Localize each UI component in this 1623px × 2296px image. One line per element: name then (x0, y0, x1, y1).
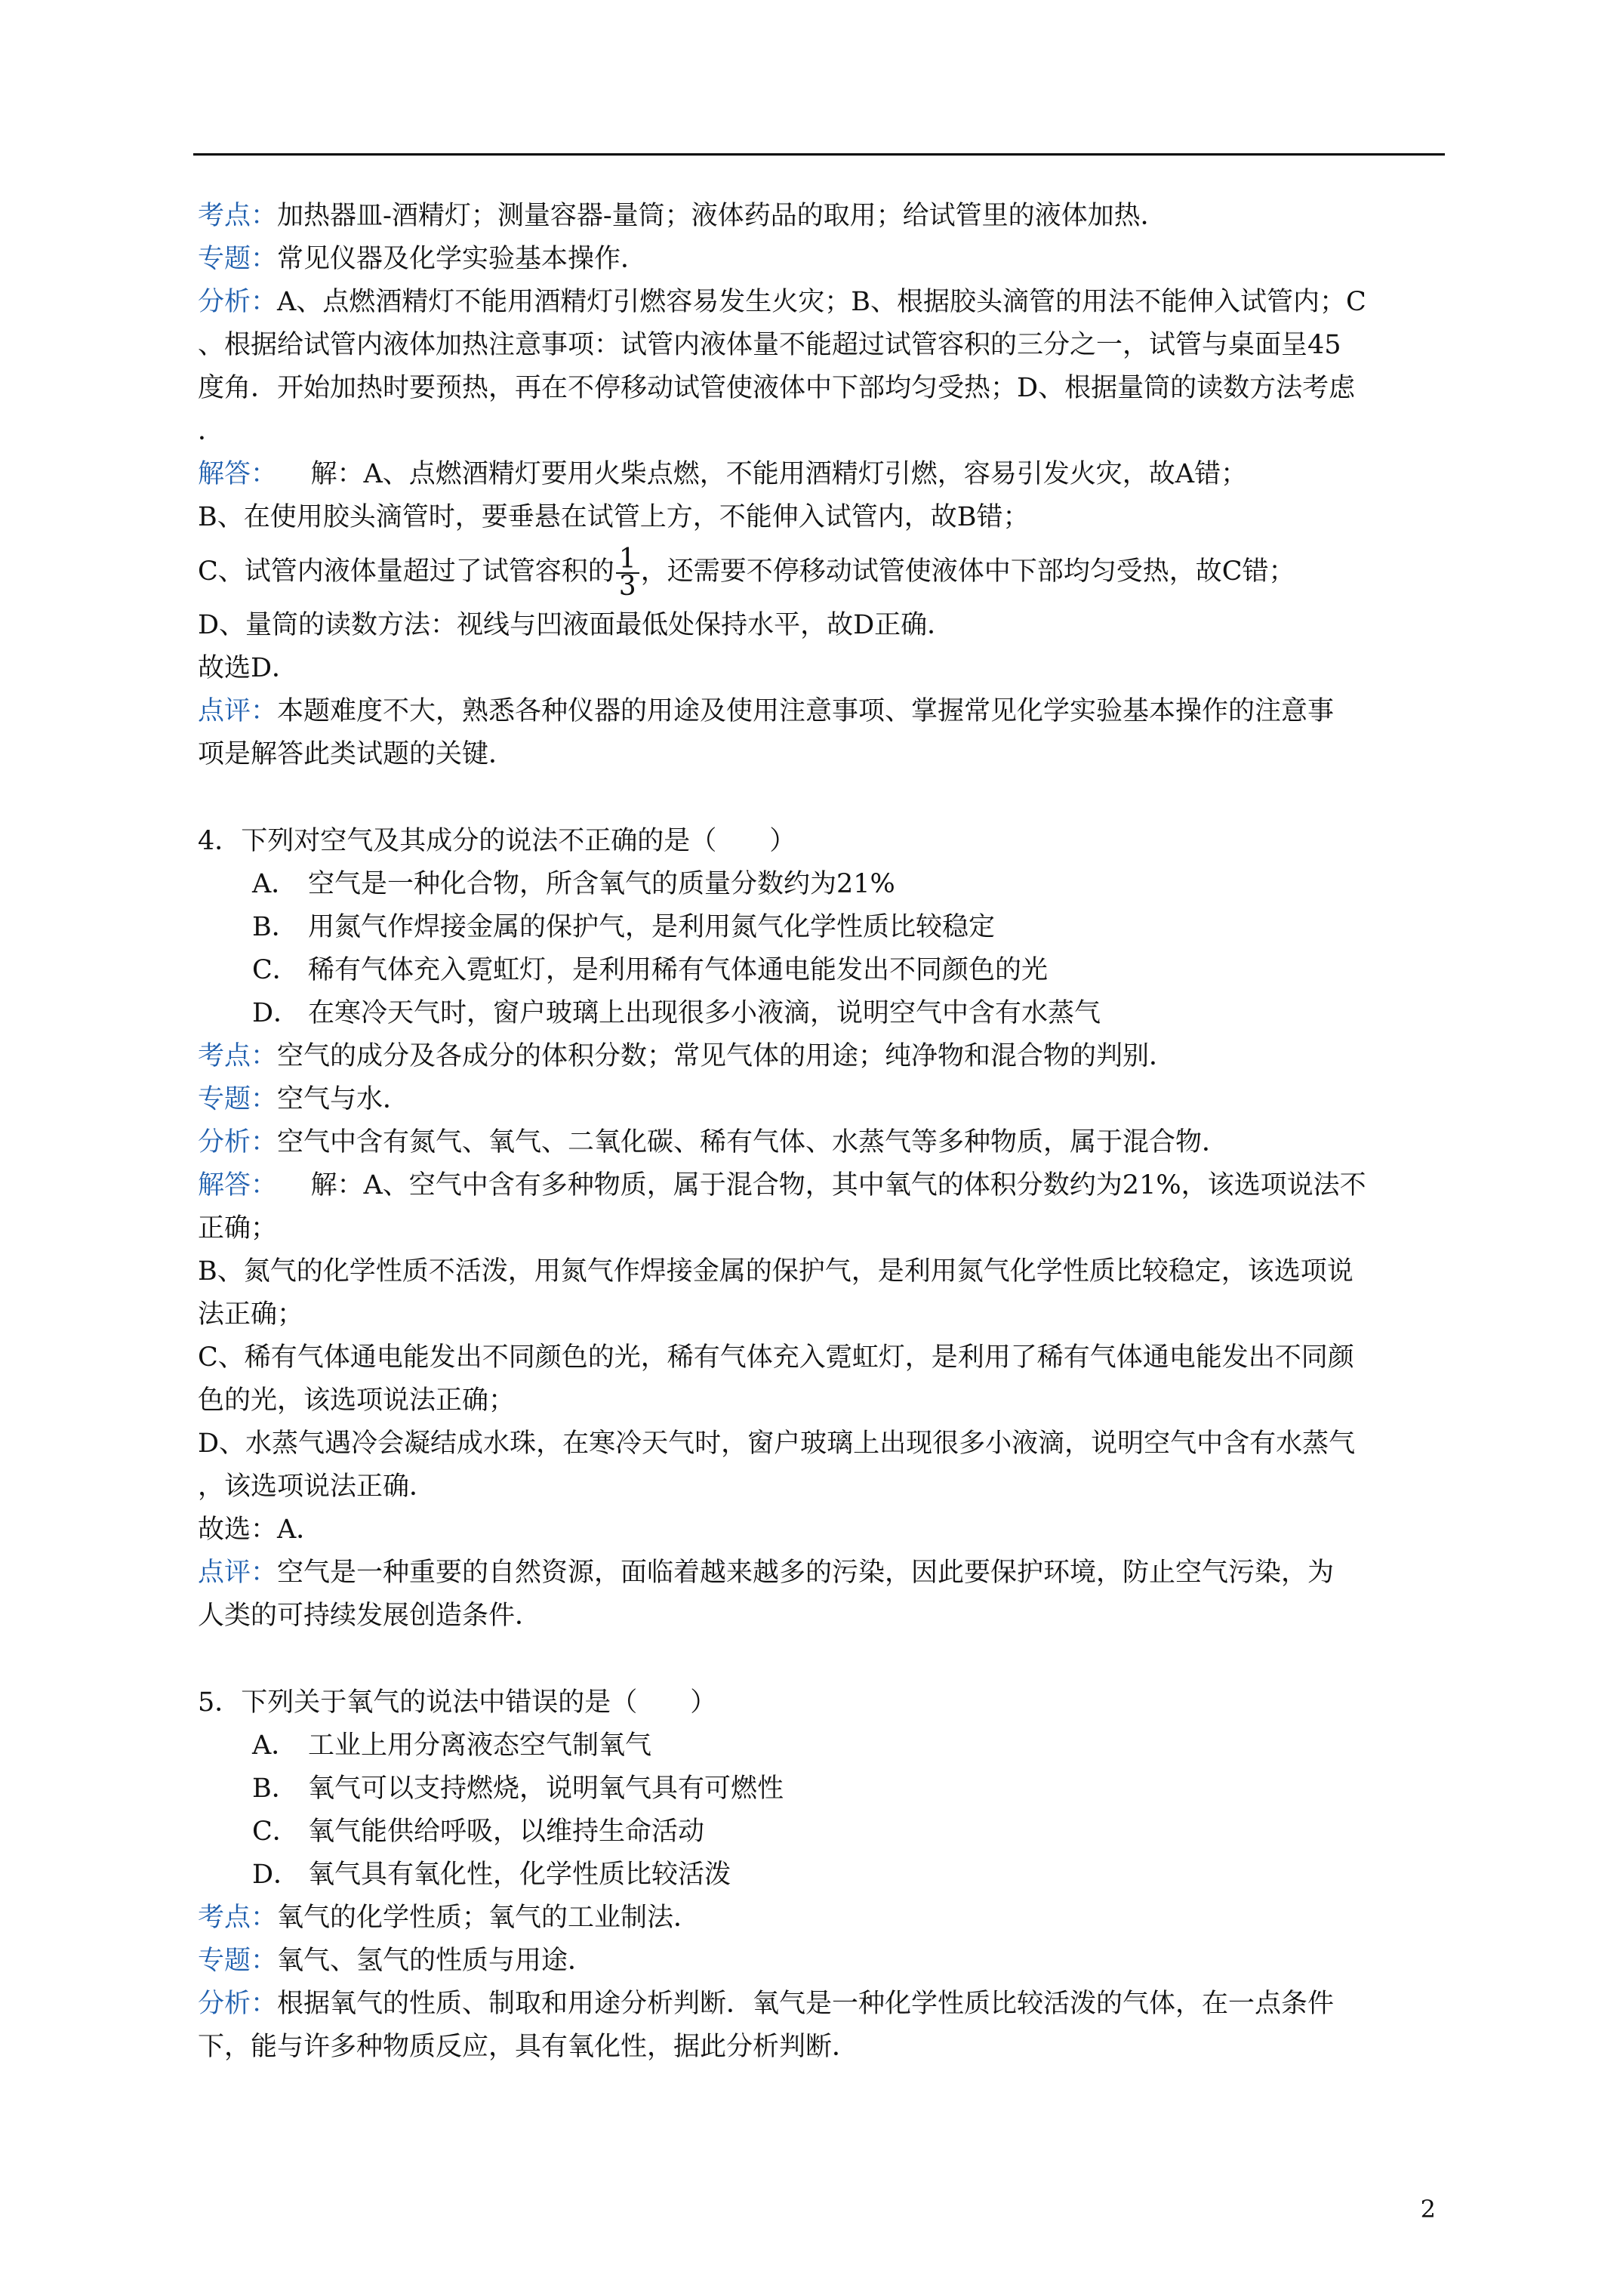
q5-option-b (198, 1767, 1443, 1811)
q3-select: 故选D． (198, 653, 299, 683)
section-gap (198, 1638, 1443, 1681)
q3-jieda-c (198, 539, 1443, 604)
option-key: A． (252, 1730, 298, 1761)
fraction-one-third (616, 543, 639, 602)
page-content (198, 195, 1443, 2069)
option-text: 空气是一种化合物，所含氧气的质量分数约为21% (308, 869, 895, 899)
q3-fenxi-line-4: ． (198, 416, 225, 446)
q5-option-a (198, 1724, 1443, 1767)
zhuanti-label: 专题： (198, 244, 278, 274)
fenxi-label: 分析： (198, 1989, 278, 2019)
q3-dianping (198, 690, 1443, 733)
jieda-label: 解答： (198, 1170, 278, 1200)
q3-dianping-line-1: 本题难度不大，熟悉各种仪器的用途及使用注意事项、掌握常见化学实验基本操作的注意事 (277, 696, 1335, 726)
option-key: C． (252, 1817, 299, 1847)
q4-jieda-line-5: 色的光，该选项说法正确； (198, 1385, 516, 1416)
q3-fenxi-line-2: 、根据给试管内液体加热注意事项：试管内液体量不能超过试管容积的三分之一，试管与桌面呈45 (198, 330, 1341, 360)
option-text: 在寒冷天气时，窗户玻璃上出现很多小液滴，说明空气中含有水蒸气 (308, 998, 1101, 1028)
q4-option-b (198, 906, 1443, 949)
q4-kaodian (198, 1035, 1443, 1078)
q4-jieda-line-7: ，该选项说法正确． (198, 1472, 436, 1502)
q5-kaodian-text: 氧气的化学性质；氧气的工业制法． (277, 1903, 701, 1933)
option-key: C． (252, 955, 299, 985)
q3-fenxi-line-1: A、点燃酒精灯不能用酒精灯引燃容易发生火灾；B、根据胶头滴管的用法不能伸入试管内；C (277, 287, 1366, 317)
q4-dianping (198, 1552, 1443, 1595)
option-key: A． (252, 869, 298, 899)
q4-option-d (198, 992, 1443, 1035)
q5-fenxi-line-2: 下，能与许多种物质反应，具有氧化性，据此分析判断． (198, 2032, 859, 2062)
dianping-label: 点评： (198, 696, 278, 726)
q4-jieda-line-6: D、水蒸气遇冷会凝结成水珠，在寒冷天气时，窗户玻璃上出现很多小液滴，说明空气中含有水蒸气 (198, 1428, 1356, 1459)
section-gap (198, 776, 1443, 820)
q4-fenxi (198, 1121, 1443, 1164)
q4-stem: 4．下列对空气及其成分的说法不正确的是（ ） (198, 826, 796, 856)
page-number: 2 (1420, 2195, 1436, 2224)
option-text: 稀有气体充入霓虹灯，是利用稀有气体通电能发出不同颜色的光 (308, 955, 1049, 985)
option-key: B． (252, 1774, 298, 1804)
option-text: 氧气具有氧化性，化学性质比较活泼 (308, 1860, 731, 1890)
option-key: B． (252, 912, 298, 942)
q3-jieda-c-pre: C、试管内液体量超过了试管容积的 (198, 556, 614, 587)
q4-dianping-line-1: 空气是一种重要的自然资源，面临着越来越多的污染，因此要保护环境，防止空气污染，为 (277, 1558, 1335, 1588)
q3-kaodian (198, 195, 1443, 238)
option-key: D． (252, 1860, 300, 1890)
q3-fenxi-line-3: 度角．开始加热时要预热，再在不停移动试管使液体中下部均匀受热；D、根据量筒的读数方法考虑 (198, 373, 1356, 403)
q4-kaodian-text: 空气的成分及各成分的体积分数；常见气体的用途；纯净物和混合物的判别． (277, 1041, 1176, 1071)
q4-option-a (198, 863, 1443, 906)
q5-zhuanti-text: 氧气、氢气的性质与用途． (277, 1946, 595, 1976)
q5-stem: 5．下列关于氧气的说法中错误的是（ ） (198, 1687, 717, 1718)
option-text: 用氮气作焊接金属的保护气，是利用氮气化学性质比较稳定 (308, 912, 996, 942)
jieda-label: 解答： (198, 459, 278, 489)
fraction-numerator: 1 (616, 547, 639, 574)
q3-zhuanti (198, 238, 1443, 281)
q5-fenxi (198, 1983, 1443, 2026)
q4-select: 故选：A． (198, 1515, 323, 1545)
option-text: 氧气能供给呼吸，以维持生命活动 (308, 1817, 705, 1847)
q4-jieda-a: 解：A、空气中含有多种物质，属于混合物，其中氧气的体积分数约为21%，该选项说法不 (310, 1170, 1366, 1200)
q4-jieda-line-1: 正确； (198, 1213, 278, 1244)
q3-fenxi (198, 281, 1443, 324)
q4-jieda (198, 1164, 1443, 1207)
fraction-denominator: 3 (618, 570, 636, 602)
fenxi-label: 分析： (198, 1127, 278, 1157)
q4-jieda-line-3: 法正确； (198, 1299, 304, 1330)
q5-option-d (198, 1854, 1443, 1897)
q3-jieda-c-post: ，还需要不停移动试管使液体中下部均匀受热，故C错； (640, 556, 1295, 587)
zhuanti-label: 专题： (198, 1946, 278, 1976)
kaodian-label: 考点： (198, 201, 278, 231)
q4-zhuanti-text: 空气与水． (277, 1084, 410, 1114)
q5-fenxi-line-1: 根据氧气的性质、制取和用途分析判断．氧气是一种化学性质比较活泼的气体，在一点条件 (277, 1989, 1335, 2019)
q4-zhuanti (198, 1078, 1443, 1121)
option-text: 工业上用分离液态空气制氧气 (308, 1730, 652, 1761)
q4-dianping-line-2: 人类的可持续发展创造条件． (198, 1601, 542, 1631)
q4-jieda-line-2: B、氮气的化学性质不活泼，用氮气作焊接金属的保护气，是利用氮气化学性质比较稳定，该选项说 (198, 1256, 1354, 1287)
option-key: D． (252, 998, 300, 1028)
q5-kaodian (198, 1897, 1443, 1940)
q4-jieda-line-4: C、稀有气体通电能发出不同颜色的光，稀有气体充入霓虹灯，是利用了稀有气体通电能发出不同颜 (198, 1342, 1354, 1373)
q3-dianping-line-2: 项是解答此类试题的关键． (198, 739, 516, 769)
q3-jieda-b: B、在使用胶头滴管时，要垂悬在试管上方，不能伸入试管内，故B错； (198, 502, 1030, 532)
kaodian-label: 考点： (198, 1041, 278, 1071)
q3-kaodian-text: 加热器皿-酒精灯；测量容器-量筒；液体药品的取用；给试管里的液体加热． (277, 201, 1167, 231)
q5-zhuanti (198, 1940, 1443, 1983)
option-text: 氧气可以支持燃烧，说明氧气具有可燃性 (308, 1774, 784, 1804)
fenxi-label: 分析： (198, 287, 278, 317)
q3-jieda (198, 453, 1443, 496)
q5-option-c (198, 1811, 1443, 1854)
q4-option-c (198, 949, 1443, 992)
kaodian-label: 考点： (198, 1903, 278, 1933)
header-rule (193, 153, 1445, 156)
q3-jieda-d: D、量筒的读数方法：视线与凹液面最低处保持水平，故D正确． (198, 610, 954, 640)
q3-zhuanti-text: 常见仪器及化学实验基本操作． (277, 244, 648, 274)
zhuanti-label: 专题： (198, 1084, 278, 1114)
q4-fenxi-text: 空气中含有氮气、氧气、二氧化碳、稀有气体、水蒸气等多种物质，属于混合物． (277, 1127, 1229, 1157)
q3-jieda-a: 解：A、点燃酒精灯要用火柴点燃，不能用酒精灯引燃，容易引发火灾，故A错； (310, 459, 1248, 489)
dianping-label: 点评： (198, 1558, 278, 1588)
